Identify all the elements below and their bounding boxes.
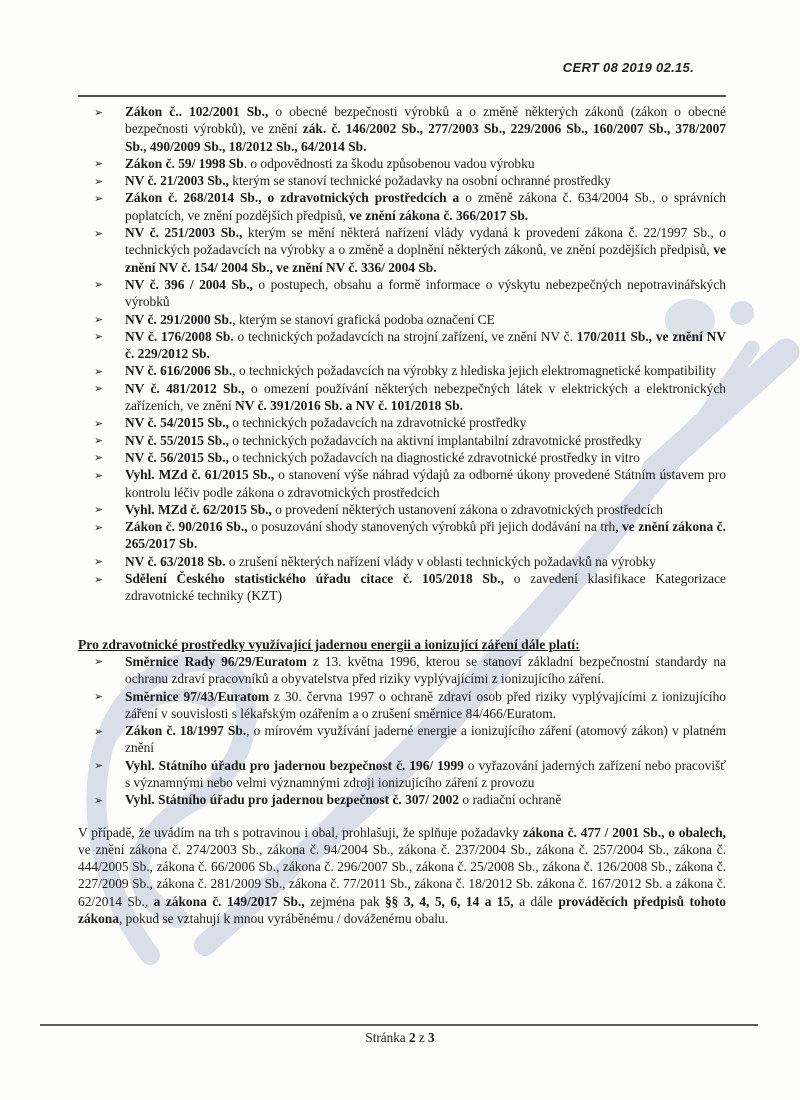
list-item-text	[125, 329, 726, 361]
list-item-text	[125, 363, 716, 378]
arrow-bullet-icon: ➢	[94, 520, 104, 534]
arrow-bullet-icon: ➢	[94, 690, 104, 703]
list-item	[78, 553, 726, 570]
arrow-bullet-icon: ➢	[94, 655, 104, 669]
body-text: z 30. června 1997 o ochraně zdraví osob před riziky vyplývajícími z ionizujícího záření v souvislosti s lékařským ozářením a o zrušení směrnice 84/466/Euratom.	[125, 688, 726, 721]
list-item	[78, 311, 726, 328]
citation-bold-text: NV č. 396 / 2004 Sb.,	[125, 276, 253, 292]
body-text: o obecné bezpečnosti výrobků a o změně některých zákonů (zákon o obecné bezpečnosti výrobků), ve znění	[125, 104, 726, 137]
body-text: o zrušení některých nařízení vlády v oblasti technických požadavků na výrobky	[225, 553, 656, 569]
body-text: zejména pak	[304, 893, 385, 909]
arrow-bullet-icon: ➢	[94, 278, 104, 292]
list-item	[78, 570, 726, 605]
list-item	[78, 103, 726, 155]
list-item-text	[125, 758, 726, 790]
citation-bold-text: zák. č. 146/2002 Sb., 277/2003 Sb., 229/2006 Sb., 160/2007 Sb., 378/2007 Sb., 490/2009 Sb., 18/2012 Sb., 64/2014 Sb.	[125, 121, 726, 154]
list-item	[78, 501, 726, 518]
page-number-footer	[0, 1030, 800, 1046]
arrow-bullet-icon: ➢	[94, 759, 104, 773]
body-text: kterým se stanoví technické požadavky na osobní ochranné prostředky	[228, 173, 611, 189]
list-item-text	[125, 277, 726, 309]
footer-current-page: 2	[408, 1030, 416, 1045]
citation-bold-text: Vyhl. Státního úřadu pro jadernou bezpečnost č. 307/ 2002	[125, 792, 460, 808]
list-item	[78, 757, 726, 792]
arrow-bullet-icon: ➢	[94, 503, 104, 517]
body-text: , pokud se vztahují k mnou vyráběnému / dováženému obalu.	[118, 911, 449, 927]
arrow-bullet-icon: ➢	[94, 330, 104, 344]
arrow-bullet-icon: ➢	[94, 724, 104, 738]
body-text: o technických požadavcích na diagnostické zdravotnické prostředky in vitro	[228, 449, 640, 465]
list-item-text	[125, 467, 726, 499]
arrow-bullet-icon: ➢	[94, 226, 104, 240]
citation-bold-text: 170/2011 Sb., ve znění NV č. 229/2012 Sb.	[125, 328, 727, 362]
citation-bold-text: Směrnice 97/43/Euratom	[125, 688, 270, 704]
citation-bold-text: Vyhl. MZd č. 61/2015 Sb.,	[125, 467, 275, 483]
list-item-text	[125, 381, 726, 413]
section-heading-nuclear: Pro zdravotnické prostředky využívající jadernou energii a ionizující záření dále platí:	[78, 636, 580, 652]
arrow-bullet-icon: ➢	[94, 174, 104, 188]
citation-bold-text: NV č. 391/2016 Sb. a NV č. 101/2018 Sb.	[235, 398, 463, 414]
list-item-text	[125, 571, 726, 603]
list-item-text	[125, 723, 726, 755]
body-text: kterým se mění některá nařízení vlády vydaná k provedení zákona č. 22/1997 Sb., o technických požadavcích na výrobky a o změně a doplnění některých zákonů, ve znění pozdějších předpisů,	[125, 225, 726, 258]
watermark-dot	[730, 301, 754, 325]
body-text: o posuzování shody stanovených výrobků při jejich dodávání na trh,	[247, 519, 623, 535]
citation-bold-text: Vyhl. Státního úřadu pro jadernou bezpečnost č. 196/ 1999	[125, 757, 464, 773]
citation-bold-text: Zákon č. 59/ 1998 Sb	[125, 155, 244, 171]
citation-bold-text: Směrnice Rady 96/29/Euratom	[125, 653, 307, 669]
list-item	[78, 380, 726, 415]
header-divider-line	[78, 95, 726, 97]
citation-bold-text: ve znění zákona č. 366/2017 Sb.	[349, 207, 529, 223]
list-item	[78, 432, 726, 449]
list-item	[78, 688, 726, 723]
body-text: o technických požadavcích na aktivní implantabilní zdravotnické prostředky	[228, 432, 642, 448]
arrow-bullet-icon: ➢	[94, 416, 104, 430]
citation-bold-text: NV č. 21/2003 Sb.,	[125, 173, 229, 189]
citation-bold-text: NV č. 291/2000 Sb.	[125, 311, 233, 327]
citation-bold-text: NV č. 63/2018 Sb.	[125, 553, 226, 569]
body-text: o stanovení výše náhrad výdajů za odborné úkony provedené Státním ústavem pro kontrolu léčiv podle zákona o zdravotnických prostředcích	[125, 467, 726, 500]
list-item	[78, 224, 726, 276]
list-item-text	[125, 190, 726, 222]
list-item-text	[125, 312, 495, 327]
list-item-text	[125, 519, 726, 551]
citation-bold-text: Vyhl. MZd č. 62/2015 Sb.,	[125, 501, 272, 517]
body-text: o provedení některých ustanovení zákona o zdravotnických prostředcích	[271, 501, 664, 517]
list-item-text	[125, 225, 726, 275]
arrow-bullet-icon: ➢	[94, 572, 104, 586]
document-body	[78, 103, 726, 927]
footer-of-word: z	[415, 1030, 429, 1045]
arrow-bullet-icon: ➢	[94, 382, 104, 396]
citation-bold-text: Sdělení Českého statistického úřadu citace č. 105/2018 Sb.,	[125, 571, 505, 587]
list-item-text	[125, 554, 656, 569]
body-text: o radiační ochraně	[459, 792, 562, 808]
citation-bold-text: ve znění zákona č. 265/2017 Sb.	[125, 519, 726, 552]
body-text: o technických požadavcích na zdravotnické prostředky	[228, 415, 527, 431]
list-item-text	[125, 156, 535, 171]
body-text: o zavedení klasifikace Kategorizace zdravotnické techniky (KZT)	[125, 571, 726, 604]
list-item-text	[125, 689, 726, 721]
list-item-text	[125, 792, 561, 807]
arrow-bullet-icon: ➢	[94, 468, 104, 482]
list-item-text	[125, 450, 640, 465]
footer-total-pages: 3	[428, 1030, 435, 1045]
closing-paragraph	[78, 824, 726, 928]
body-text: , o mírovém využívání jaderné energie a ionizujícího záření (atomový zákon) v platném znění	[125, 723, 726, 756]
arrow-bullet-icon: ➢	[94, 105, 104, 119]
citation-bold-text: NV č. 481/2012 Sb.,	[125, 380, 245, 396]
body-text: ve znění zákona č. 274/2003 Sb., zákona č. 94/2004 Sb., zákona č. 237/2004 Sb., zákona č. 257/2004 Sb., zákona č. 444/2005 Sb., zákona č. 66/2006 Sb., zákona č. 296/2007 Sb., zákona č. 25/2008 Sb., zákona č. 126/2008 Sb., zákona č. 227/2009 Sb., zákona č. 281/2009 Sb., zákona č. 77/2011 Sb., zákona č. 18/2012 Sb. zákona č. 167/2012 Sb. a zákona č. 62/2014 Sb.,	[78, 841, 726, 909]
list-item	[78, 362, 726, 379]
body-text: o omezení používání některých nebezpečných látek v elektrických a elektronických zařízeních, ve znění	[125, 380, 726, 414]
citation-bold-text: Zákon č.. 102/2001 Sb.,	[125, 104, 269, 119]
arrow-bullet-icon: ➢	[94, 555, 104, 569]
body-text: . o odpovědnosti za škodu způsobenou vadou výrobku	[243, 155, 535, 171]
list-item-text	[125, 415, 526, 430]
citation-bold-text: Zákon č. 268/2014 Sb., o zdravotnických prostředcích a	[125, 190, 460, 206]
citation-bold-text: NV č. 616/2006 Sb.	[125, 363, 233, 379]
list-item-text	[125, 502, 663, 517]
citation-bold-text: NV č. 55/2015 Sb.,	[125, 432, 229, 448]
arrow-bullet-icon: ➢	[94, 364, 104, 378]
citation-bold-text: a zákona č. 149/2017 Sb.,	[153, 893, 305, 909]
citation-bold-text: NV č. 54/2015 Sb.,	[125, 415, 229, 431]
list-item	[78, 189, 726, 224]
header-cert-stamp: CERT 08 2019 02.15.	[562, 60, 694, 75]
citation-bold-text: NV č. 56/2015 Sb.,	[125, 449, 229, 465]
citation-bold-text: NV č. 251/2003 Sb.,	[125, 225, 243, 241]
list-item	[78, 414, 726, 431]
regulation-list-nuclear	[78, 653, 726, 809]
body-text: z 13. května 1996, kterou se stanoví základní bezpečnostní standardy na ochranu zdraví pracovníků a obyvatelstva před riziky vyplývajícími z ionizujícího záření.	[125, 653, 726, 687]
body-text: , o technických požadavcích na výrobky z hlediska jejich elektromagnetické kompatibility	[232, 363, 717, 379]
arrow-bullet-icon: ➢	[94, 157, 104, 171]
arrow-bullet-icon: ➢	[94, 434, 104, 448]
footer-prefix: Stránka	[365, 1030, 409, 1045]
body-text: , kterým se stanoví grafická podoba označení CE	[232, 311, 495, 327]
arrow-bullet-icon: ➢	[94, 313, 104, 327]
list-item	[78, 791, 726, 808]
arrow-bullet-icon: ➢	[94, 191, 104, 205]
list-item-text	[125, 433, 642, 448]
list-item	[78, 155, 726, 172]
list-item	[78, 276, 726, 311]
arrow-bullet-icon: ➢	[94, 451, 104, 465]
citation-bold-text: zákona č. 477 / 2001 Sb., o obalech,	[522, 824, 727, 840]
citation-bold-text: NV č. 176/2008 Sb.	[125, 328, 234, 344]
citation-bold-text: §§ 3, 4, 5, 6, 14 a 15,	[384, 893, 514, 909]
citation-bold-text: prováděcích předpisů tohoto zákona	[78, 893, 726, 927]
list-item	[78, 466, 726, 501]
list-item	[78, 722, 726, 757]
citation-bold-text: ve znění NV č. 154/ 2004 Sb., ve znění NV č. 336/ 2004 Sb.	[125, 242, 726, 275]
footer-divider-line	[40, 1024, 758, 1026]
list-item	[78, 449, 726, 466]
body-text: o postupech, obsahu a formě informace o výskytu nebezpečných nepotravinářských výrobků	[125, 276, 726, 310]
list-item	[78, 172, 726, 189]
body-text: V případě, že uvádím na trh s potravinou i obal, prohlašuji, že splňuje požadavky	[78, 824, 523, 840]
body-text: o změně zákona č. 634/2004 Sb., o správních poplatcích, ve znění pozdějších předpisů,	[125, 190, 727, 223]
list-item	[78, 653, 726, 688]
body-text: a dále	[513, 893, 559, 909]
list-item	[78, 518, 726, 553]
list-item-text	[125, 104, 726, 154]
citation-bold-text: Zákon č. 90/2016 Sb.,	[125, 519, 248, 535]
list-item-text	[125, 654, 726, 686]
list-item-text	[125, 173, 611, 188]
arrow-bullet-icon: ➢	[94, 793, 104, 807]
body-text: o vyřazování jaderných zařízení nebo pracovišť s významnými nebo velmi významnými zdroji ionizujícího záření z provozu	[125, 757, 726, 790]
citation-bold-text: Zákon č. 18/1997 Sb.	[125, 723, 247, 739]
list-item	[78, 328, 726, 363]
regulation-list-main	[78, 103, 726, 605]
body-text: o technických požadavcích na strojní zařízení, ve znění NV č.	[233, 328, 577, 344]
